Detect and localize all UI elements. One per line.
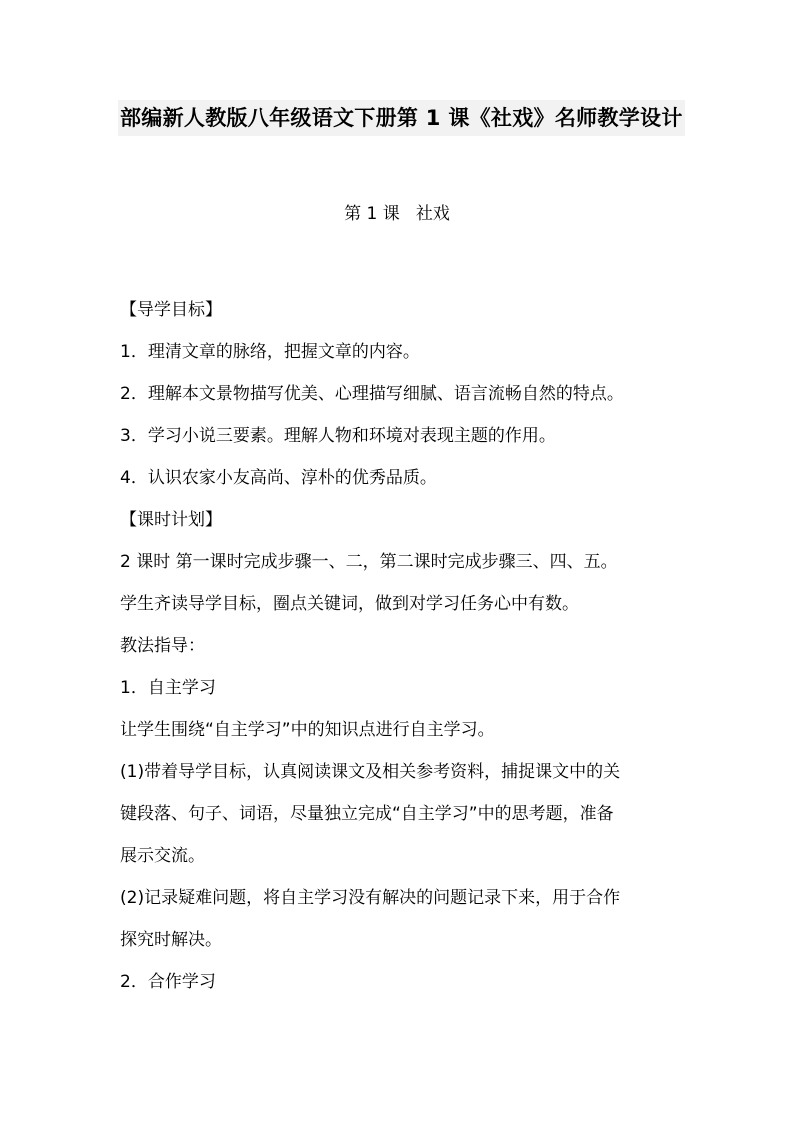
schedule-text: 2 课时 第一课时完成步骤一、二，第二课时完成步骤三、四、五。 (120, 552, 618, 572)
objective-item-2: 2．理解本文景物描写优美、心理描写细腻、语言流畅自然的特点。 (120, 384, 624, 404)
section-heading-schedule: 【课时计划】 (120, 510, 222, 530)
paragraph-line: 探究时解决。 (120, 930, 222, 950)
objective-item-3: 3．学习小说三要素。理解人物和环境对表现主题的作用。 (120, 426, 556, 446)
paragraph-line: (1)带着导学目标，认真阅读课文及相关参考资料，捕捉课文中的关 (120, 762, 621, 782)
lesson-heading: 第 1 课 社戏 (344, 204, 450, 224)
paragraph-line: 展示交流。 (120, 846, 205, 866)
subheading-self-study: 1．自主学习 (120, 678, 216, 698)
paragraph-line: 学生齐读导学目标，圈点关键词，做到对学习任务心中有数。 (120, 594, 579, 614)
paragraph-line: (2)记录疑难问题，将自主学习没有解决的问题记录下来，用于合作 (120, 888, 621, 908)
teaching-guide-heading: 教法指导： (120, 636, 205, 656)
section-heading-objectives: 【导学目标】 (120, 300, 222, 320)
paragraph-line: 让学生围绕“自主学习”中的知识点进行自主学习。 (120, 720, 495, 740)
objective-item-1: 1．理清文章的脉络，把握文章的内容。 (120, 342, 420, 362)
document-title: 部编新人教版八年级语文下册第 1 课《社戏》名师教学设计 (118, 100, 685, 136)
objective-item-4: 4．认识农家小友高尚、淳朴的优秀品质。 (120, 468, 437, 488)
paragraph-line: 键段落、句子、词语，尽量独立完成“自主学习”中的思考题，准备 (120, 804, 614, 824)
subheading-cooperative-study: 2．合作学习 (120, 972, 216, 992)
